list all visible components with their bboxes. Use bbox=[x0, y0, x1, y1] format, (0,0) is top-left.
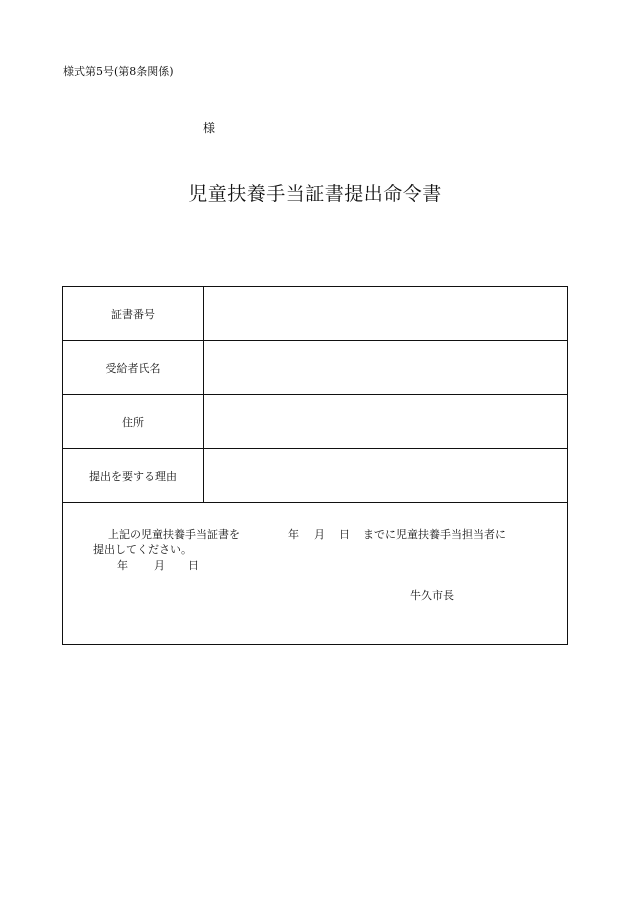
form-table bbox=[62, 286, 568, 645]
certificate-number-field[interactable] bbox=[204, 287, 567, 340]
deadline-day-label: 日 bbox=[339, 528, 350, 541]
table-row-reason bbox=[63, 449, 567, 503]
issuer-name: 牛久市長 bbox=[410, 589, 454, 602]
address-field[interactable] bbox=[204, 395, 567, 448]
deadline-month-label: 月 bbox=[314, 528, 325, 541]
document-title: 児童扶養手当証書提出命令書 bbox=[188, 183, 442, 205]
form-number: 様式第5号(第8条関係) bbox=[63, 65, 174, 78]
row-label-certificate-number: 証書番号 bbox=[63, 287, 204, 340]
table-row-address bbox=[63, 395, 567, 449]
issue-date-year-label: 年 bbox=[117, 559, 128, 572]
reason-field[interactable] bbox=[204, 449, 567, 502]
addressee-honorific: 様 bbox=[203, 121, 216, 135]
issue-date-day-label: 日 bbox=[188, 559, 199, 572]
notice-section bbox=[63, 503, 567, 644]
deadline-year-label: 年 bbox=[288, 528, 299, 541]
notice-line2: 提出してください。 bbox=[93, 543, 192, 556]
notice-line1-suffix: までに児童扶養手当担当者に bbox=[363, 528, 506, 541]
table-row-certificate-number bbox=[63, 287, 567, 341]
issue-date-month-label: 月 bbox=[154, 559, 165, 572]
row-label-address: 住所 bbox=[63, 395, 204, 448]
table-row-recipient-name bbox=[63, 341, 567, 395]
notice-line1-prefix: 上記の児童扶養手当証書を bbox=[108, 528, 240, 541]
recipient-name-field[interactable] bbox=[204, 341, 567, 394]
row-label-reason: 提出を要する理由 bbox=[63, 449, 204, 502]
row-label-recipient-name: 受給者氏名 bbox=[63, 341, 204, 394]
